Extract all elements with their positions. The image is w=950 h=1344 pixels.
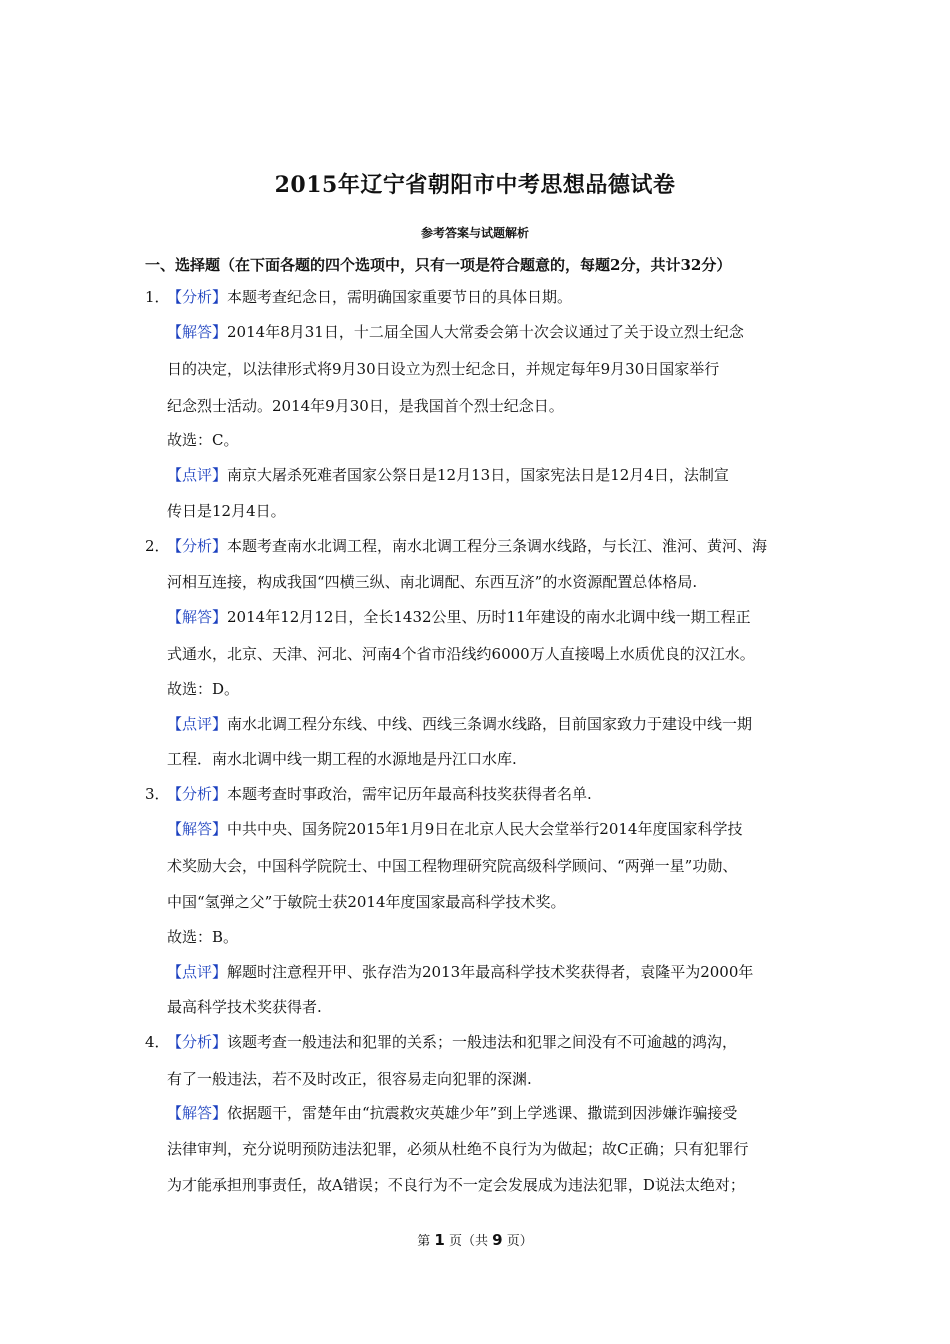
- answer-text: 2014年8月31日，十二届全国人大常委会第十次会议通过了关于设立烈士纪念: [227, 323, 744, 341]
- comment-text: 传日是12月4日。: [167, 502, 286, 520]
- footer-total-pages: 9: [492, 1231, 503, 1249]
- question-4-analysis: [145, 1032, 737, 1052]
- answer-text: 术奖励大会，中国科学院院士、中国工程物理研究院高级科学顾问、“两弹一星”功勋、: [167, 857, 738, 875]
- comment-text: 南水北调工程分东线、中线、西线三条调水线路，目前国家致力于建设中线一期: [227, 715, 753, 733]
- analysis-tag: 【分析】: [167, 785, 228, 803]
- answer-text: 纪念烈士活动。2014年9月30日，是我国首个烈士纪念日。: [167, 397, 564, 415]
- answer-text: 法律审判，充分说明预防违法犯罪，必须从杜绝不良行为为做起；故C正确；只有犯罪行: [167, 1140, 749, 1158]
- answer-tag: 【解答】: [167, 608, 228, 626]
- footer-prefix: 第: [417, 1234, 435, 1249]
- page-subtitle: 参考答案与试题解析: [420, 226, 529, 240]
- comment-text: 最高科学技术奖获得者.: [167, 998, 322, 1016]
- question-2-answer: [167, 607, 751, 627]
- analysis-tag: 【分析】: [167, 288, 228, 306]
- footer-suffix: 页）: [502, 1234, 533, 1249]
- page-title: 2015年辽宁省朝阳市中考思想品德试卷: [274, 172, 676, 198]
- comment-tag: 【点评】: [167, 963, 228, 981]
- answer-text: 日的决定，以法律形式将9月30日设立为烈士纪念日，并规定每年9月30日国家举行: [167, 360, 720, 378]
- question-2-analysis: [145, 536, 767, 556]
- analysis-text: 本题考查纪念日，需明确国家重要节日的具体日期。: [227, 288, 573, 306]
- question-4-answer: [167, 1103, 737, 1123]
- answer-tag: 【解答】: [167, 323, 228, 341]
- comment-text: 解题时注意程开甲、张存浩为2013年最高科学技术奖获得者，袁隆平为2000年: [227, 963, 754, 981]
- comment-text: 南京大屠杀死难者国家公祭日是12月13日，国家宪法日是12月4日，法制宣: [227, 466, 729, 484]
- question-1-comment: [167, 465, 729, 485]
- choice-text: 故选：B。: [167, 928, 239, 946]
- answer-tag: 【解答】: [167, 820, 228, 838]
- question-3-comment: [167, 962, 753, 982]
- analysis-tag: 【分析】: [167, 537, 228, 555]
- question-number: 1．: [145, 288, 170, 306]
- analysis-text: 本题考查时事政治，需牢记历年最高科技奖获得者名单.: [227, 785, 592, 803]
- question-number: 4．: [145, 1033, 170, 1051]
- analysis-tag: 【分析】: [167, 1033, 228, 1051]
- analysis-text: 本题考查南水北调工程，南水北调工程分三条调水线路，与长江、淮河、黄河、海: [227, 537, 768, 555]
- answer-text: 中共中央、国务院2015年1月9日在北京人民大会堂举行2014年度国家科学技: [227, 820, 743, 838]
- answer-tag: 【解答】: [167, 1104, 228, 1122]
- footer-page-number: 1: [434, 1231, 445, 1249]
- question-1-analysis: [145, 287, 572, 307]
- comment-text: 工程．南水北调中线一期工程的水源地是丹江口水库.: [167, 750, 517, 768]
- comment-tag: 【点评】: [167, 715, 228, 733]
- question-number: 3．: [145, 785, 170, 803]
- answer-text: 式通水，北京、天津、河北、河南4个省市沿线约6000万人直接喝上水质优良的汉江水。: [167, 645, 755, 663]
- question-3-analysis: [145, 784, 592, 804]
- analysis-text: 河相互连接，构成我国“四横三纵、南北调配、东西互济”的水资源配置总体格局.: [167, 573, 698, 591]
- comment-tag: 【点评】: [167, 466, 228, 484]
- section-heading: 一、选择题（在下面各题的四个选项中，只有一项是符合题意的，每题2分，共计32分）: [145, 256, 732, 274]
- analysis-text: 有了一般违法，若不及时改正，很容易走向犯罪的深渊.: [167, 1070, 532, 1088]
- question-1-answer: [167, 322, 744, 342]
- answer-text: 依据题干，雷楚年由“抗震救灾英雄少年”到上学逃课、撒谎到因涉嫌诈骗接受: [227, 1104, 738, 1122]
- question-number: 2．: [145, 537, 170, 555]
- question-3-answer: [167, 819, 742, 839]
- answer-text: 2014年12月12日，全长1432公里、历时11年建设的南水北调中线一期工程正: [227, 608, 751, 626]
- choice-text: 故选：D。: [167, 680, 240, 698]
- answer-text: 为才能承担刑事责任，故A错误；不良行为不一定会发展成为违法犯罪，D说法太绝对；: [167, 1176, 745, 1194]
- choice-text: 故选：C。: [167, 431, 239, 449]
- answer-text: 中国“氢弹之父”于敏院士获2014年度国家最高科学技术奖。: [167, 893, 566, 911]
- question-2-comment: [167, 714, 752, 734]
- footer-middle: 页（共: [444, 1234, 493, 1249]
- analysis-text: 该题考查一般违法和犯罪的关系；一般违法和犯罪之间没有不可逾越的鸿沟，: [227, 1033, 738, 1051]
- page-footer: [0, 1230, 950, 1249]
